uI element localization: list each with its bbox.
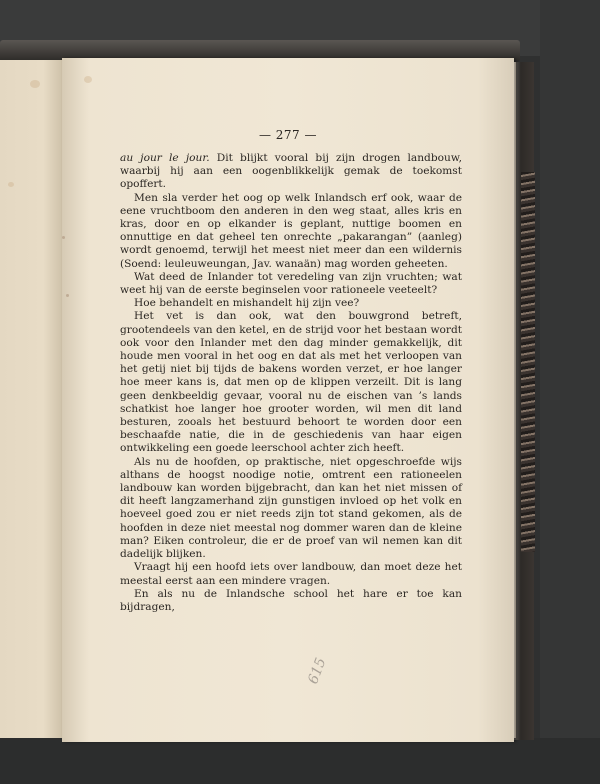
page-number: — 277 — [258, 128, 318, 142]
body-text [120, 152, 462, 614]
italic-phrase: au jour le jour. [120, 152, 210, 164]
paragraph-8: En als nu de Inlandsche school het hare er toe kan bijdragen, [120, 587, 462, 613]
paragraph-3: Wat deed de Inlander tot veredeling van zijn vruchten; wat weet hij van de eerste beginselen voor rationeele veeteelt? [120, 270, 462, 297]
paragraph-6: Als nu de hoofden, op praktische, niet opgeschroefde wijs althans de hoogst noodige notie, omtrent een rationeelen landbouw kan worden bijgebracht, dan kan het niet missen of dit heeft langzamerhand zijn gunstigen invloed op het volk en hoeveel goed zou er niet reeds zijn tot stand gekomen, als de hoofden in deze niet meestal nog dommer waren dan de kleine man? Eiken controleur, die er de proef van wil nemen kan dit dadelijk blijken. [120, 455, 462, 561]
paragraph-text: Dit blijkt vooral bij zijn drogen landbouw, waarbij hij aan een oogenblikkelijk gemak de toekomst opoffert. [120, 152, 462, 191]
pencil-annotation: 615 [305, 655, 330, 687]
paragraph-7: Vraagt hij een hoofd iets over landbouw, dan moet deze het meestal eerst aan een mindere vragen. [120, 561, 462, 587]
paragraph-1 [120, 152, 462, 192]
scan-background-bottom [0, 738, 600, 784]
left-page-fragment [0, 60, 62, 738]
marbled-cover-edge [521, 172, 535, 552]
book-page [62, 58, 514, 742]
paragraph-2: Men sla verder het oog op welk Inlandsch erf ook, waar de eene vruchtboom den anderen in den weg staat, alles kris en kras, door en op elkander is geplant, nuttige boomen en onnuttige en dat geheel ten onrechte „pakarangan” (aanleg) wordt genoemd, terwijl het meest niet meer dan een wildernis (Soend: leuleuweungan, Jav. wanaän) mag worden geheeten. [120, 191, 462, 270]
scan-background-right [540, 0, 600, 784]
paragraph-4: Hoe behandelt en mishandelt hij zijn vee? [134, 297, 360, 310]
paragraph-5: Het vet is dan ook, wat den bouwgrond betreft, grootendeels van den ketel, en de strijd voor het bestaan wordt ook voor den Inlander met den dag minder gemakkelijk, dit houde men vooral in het oog en dat als met het verloopen van het getij niet bij tijds de bakens worden verzet, er hoe langer hoe meer kans is, dat men op de klippen verzeilt. Dit is lang geen denkbeeldig gevaar, vooral nu de eischen van ’s lands schatkist hoe langer hoe grooter worden, wil men dit land besturen, zooals het bestuurd behoort te worden door een beschaafde natie, die in de geschiedenis van haar eigen ontwikkeling een goede leerschool achter zich heeft. [120, 310, 462, 455]
